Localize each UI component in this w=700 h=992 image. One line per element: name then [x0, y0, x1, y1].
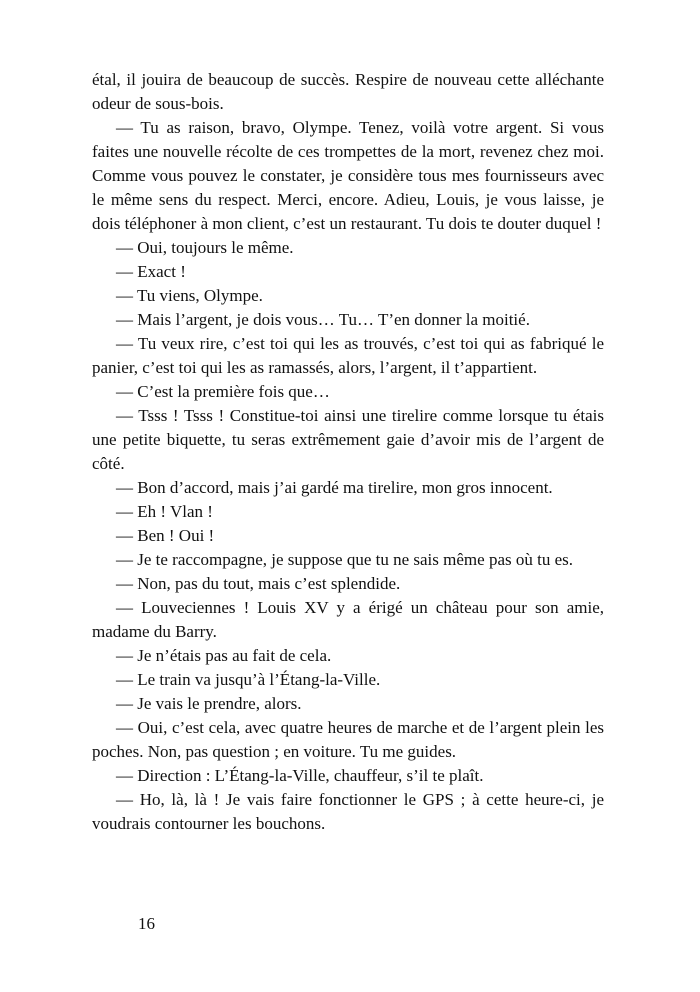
dialogue-line: — Je n’étais pas au fait de cela.: [116, 646, 332, 665]
page-body: [92, 68, 604, 836]
dialogue-line: — Eh ! Vlan !: [116, 502, 213, 521]
paragraph-continuation: étal, il jouira de beaucoup de succès. Respire de nouveau cette alléchante odeur de sous-bois.: [92, 70, 604, 113]
dialogue-line: — Louveciennes ! Louis XV y a érigé un château pour son amie, madame du Barry.: [92, 598, 604, 641]
dialogue-line: — Ben ! Oui !: [116, 526, 215, 545]
dialogue-line: — Tu as raison, bravo, Olympe. Tenez, voilà votre argent. Si vous faites une nouvelle récolte de ces trompettes de la mort, revenez chez moi. Comme vous pouvez le constater, je considère tous mes fournisseurs avec le même sens du respect. Merci, encore. Adieu, Louis, je vous laisse, je dois téléphoner à mon client, c’est un restaurant. Tu dois te douter duquel !: [92, 118, 604, 233]
dialogue-line: — Le train va jusqu’à l’Étang-la-Ville.: [116, 670, 381, 689]
dialogue-line: — Ho, là, là ! Je vais faire fonctionner le GPS ; à cette heure-ci, je voudrais contourner les bouchons.: [92, 790, 604, 833]
dialogue-line: — Direction : L’Étang-la-Ville, chauffeur, s’il te plaît.: [116, 766, 484, 785]
dialogue-line: — Oui, toujours le même.: [116, 238, 294, 257]
page-number: 16: [138, 914, 155, 933]
dialogue-line: — Mais l’argent, je dois vous… Tu… T’en donner la moitié.: [116, 310, 530, 329]
dialogue-line: — C’est la première fois que…: [116, 382, 330, 401]
dialogue-line: — Je vais le prendre, alors.: [116, 694, 302, 713]
dialogue-line: — Tu veux rire, c’est toi qui les as trouvés, c’est toi qui as fabriqué le panier, c’est toi qui les as ramassés, alors, l’argent, il t’appartient.: [92, 334, 604, 377]
dialogue-line: — Je te raccompagne, je suppose que tu ne sais même pas où tu es.: [116, 550, 573, 569]
dialogue-line: — Bon d’accord, mais j’ai gardé ma tirelire, mon gros innocent.: [116, 478, 553, 497]
dialogue-line: — Exact !: [116, 262, 186, 281]
dialogue-line: — Non, pas du tout, mais c’est splendide.: [116, 574, 401, 593]
dialogue-line: — Oui, c’est cela, avec quatre heures de marche et de l’argent plein les poches. Non, pas question ; en voiture. Tu me guides.: [92, 718, 604, 761]
dialogue-line: — Tu viens, Olympe.: [116, 286, 263, 305]
dialogue-line: — Tsss ! Tsss ! Constitue-toi ainsi une tirelire comme lorsque tu étais une petite biquette, tu seras extrêmement gaie d’avoir mis de l’argent de côté.: [92, 406, 604, 473]
